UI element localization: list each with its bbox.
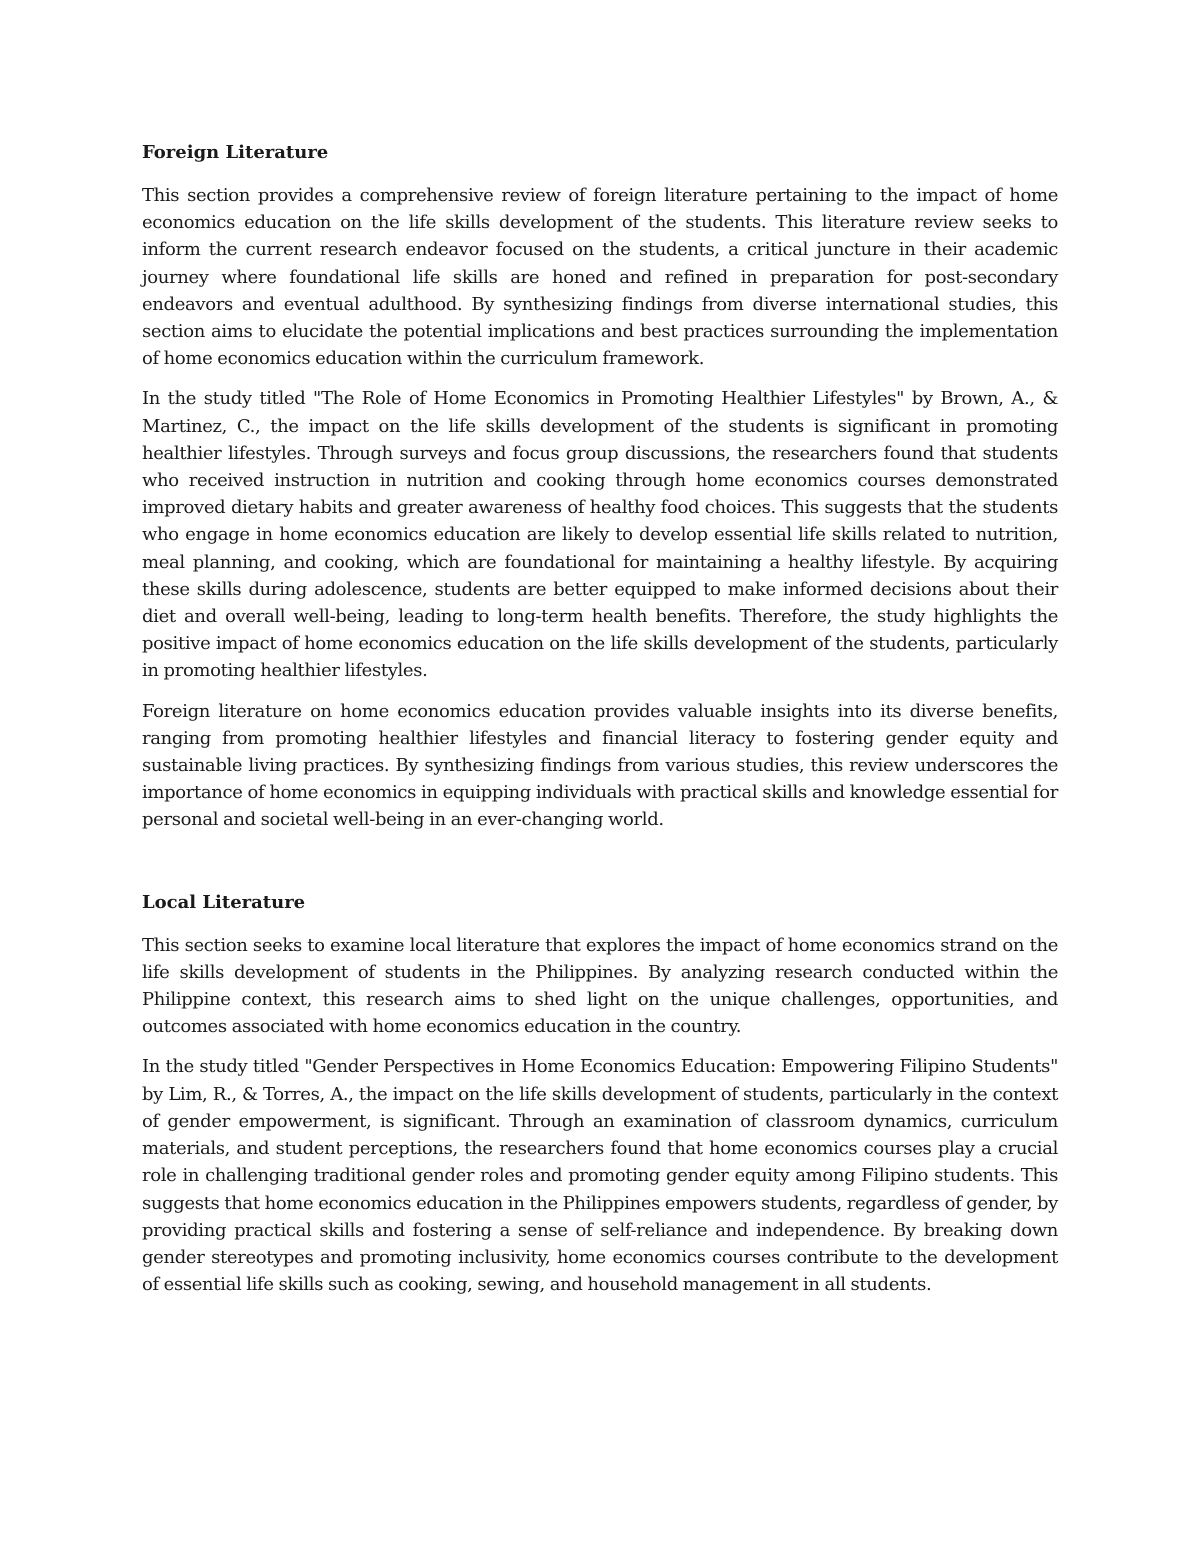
paragraph-foreign-study: In the study titled "The Role of Home Economics in Promoting Healthier Lifestyles" by Brown, A., & Martinez, C., the impact on the life skills development of the students is significant in promoting healthier lifestyles. Through surveys and focus group discussions, the researchers found that students who received instruction in nutrition and cooking through home economics courses demonstrated improved dietary habits and greater awareness of healthy food choices. This suggests that the students who engage in home economics education are likely to develop essential life skills related to nutrition, meal planning, and cooking, which are foundational for maintaining a healthy lifestyle. By acquiring these skills during adolescence, students are better equipped to make informed decisions about their diet and overall well-being, leading to long-term health benefits. Therefore, the study highlights the positive impact of home economics education on the life skills development of the students, particularly in promoting healthier lifestyles.: [142, 388, 1058, 682]
paragraph-foreign-intro: This section provides a comprehensive review of foreign literature pertaining to the impact of home economics education on the life skills development of the students. This literature review seeks to inform the current research endeavor focused on the students, a critical juncture in their academic journey where foundational life skills are honed and refined in preparation for post-secondary endeavors and eventual adulthood. By synthesizing findings from diverse international studies, this section aims to elucidate the potential implications and best practices surrounding the implementation of home economics education within the curriculum framework.: [142, 185, 1058, 370]
section-heading-foreign: Foreign Literature: [142, 142, 329, 163]
paragraph-local-intro: This section seeks to examine local literature that explores the impact of home economics strand on the life skills development of students in the Philippines. By analyzing research conducted within the Philippine context, this research aims to shed light on the unique challenges, opportunities, and outcomes associated with home economics education in the country.: [142, 934, 1058, 1038]
document-page: [142, 136, 1058, 1311]
section-spacer: [142, 847, 1058, 886]
paragraph-foreign-summary: Foreign literature on home economics education provides valuable insights into its diverse benefits, ranging from promoting healthier lifestyles and financial literacy to fostering gender equity and sustainable living practices. By synthesizing findings from various studies, this review underscores the importance of home economics in equipping individuals with practical skills and knowledge essential for personal and societal well-being in an ever-changing world.: [142, 700, 1058, 831]
paragraph-local-study: In the study titled "Gender Perspectives in Home Economics Education: Empowering Filipino Students" by Lim, R., & Torres, A., the impact on the life skills development of students, particularly in the context of gender empowerment, is significant. Through an examination of classroom dynamics, curriculum materials, and student perceptions, the researchers found that home economics courses play a crucial role in challenging traditional gender roles and promoting gender equity among Filipino students. This suggests that home economics education in the Philippines empowers students, regardless of gender, by providing practical skills and fostering a sense of self-reliance and independence. By breaking down gender stereotypes and promoting inclusivity, home economics courses contribute to the development of essential life skills such as cooking, sewing, and household management in all students.: [142, 1056, 1058, 1296]
section-heading-local: Local Literature: [142, 891, 306, 913]
